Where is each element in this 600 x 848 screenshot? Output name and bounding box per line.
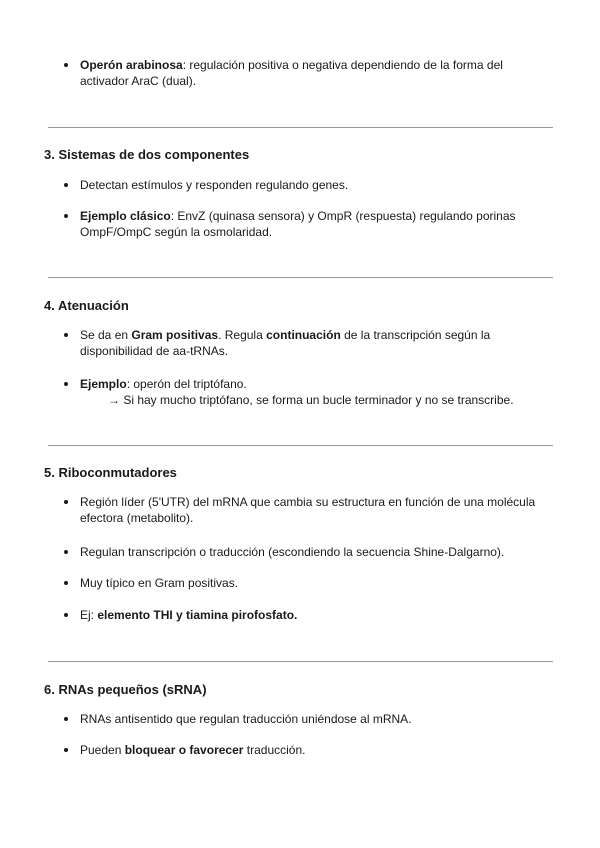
- item-text: Regulan transcripción o traducción (escondiendo la secuencia Shine-Dalgarno).: [80, 545, 505, 559]
- item-text: Pueden: [80, 743, 125, 757]
- section-title-4: 4. Atenuación: [44, 298, 129, 313]
- bold-term: Ejemplo clásico: [80, 209, 171, 223]
- bold-term: continuación: [266, 328, 341, 342]
- divider: [48, 277, 553, 278]
- divider: [48, 127, 553, 128]
- item-text: : EnvZ (quinasa sensora) y OmpR (respuesta) regulando porinas OmpF/OmpC según la osmolaridad.: [80, 209, 516, 239]
- list-item: [80, 494, 540, 526]
- sub-note: → Si hay mucho triptófano, se forma un bucle terminador y no se transcribe.: [108, 393, 514, 407]
- item-text: Detectan estímulos y responden regulando genes.: [80, 178, 349, 192]
- bold-term: Operón arabinosa: [80, 58, 183, 72]
- list-item: [80, 607, 540, 623]
- list-item: [80, 208, 540, 240]
- list-item-operon-arabinosa: [80, 57, 540, 89]
- section-title-5: 5. Riboconmutadores: [44, 465, 177, 480]
- item-text: Muy típico en Gram positivas.: [80, 576, 239, 590]
- item-text: de la transcripción según la disponibilidad de aa-tRNAs.: [80, 328, 491, 358]
- section-title-6: 6. RNAs pequeños (sRNA): [44, 682, 207, 697]
- item-text: : operón del triptófano.: [126, 377, 247, 391]
- list-item: [80, 742, 540, 758]
- item-text: Se da en: [80, 328, 132, 342]
- list-item: [80, 711, 540, 727]
- list-item: [80, 544, 540, 560]
- list-item: [80, 177, 540, 193]
- item-text: traducción.: [243, 743, 306, 757]
- item-text: RNAs antisentido que regulan traducción uniéndose al mRNA.: [80, 712, 412, 726]
- section-title-3: 3. Sistemas de dos componentes: [44, 147, 250, 162]
- bold-term: Ejemplo: [80, 377, 127, 391]
- list-item: [80, 376, 540, 408]
- item-text: : regulación positiva o negativa dependiendo de la forma del activador AraC (dual).: [80, 58, 503, 88]
- divider: [48, 445, 553, 446]
- divider: [48, 661, 553, 662]
- bold-term: elemento THI y tiamina pirofosfato.: [97, 608, 298, 622]
- item-text: . Regula: [218, 328, 267, 342]
- item-text: Ej:: [80, 608, 98, 622]
- list-item: [80, 575, 540, 591]
- bold-term: Gram positivas: [131, 328, 219, 342]
- list-item: [80, 327, 540, 359]
- item-text: Región líder (5'UTR) del mRNA que cambia su estructura en función de una molécula efectora (metabolito).: [80, 495, 536, 525]
- bold-term: bloquear o favorecer: [124, 743, 244, 757]
